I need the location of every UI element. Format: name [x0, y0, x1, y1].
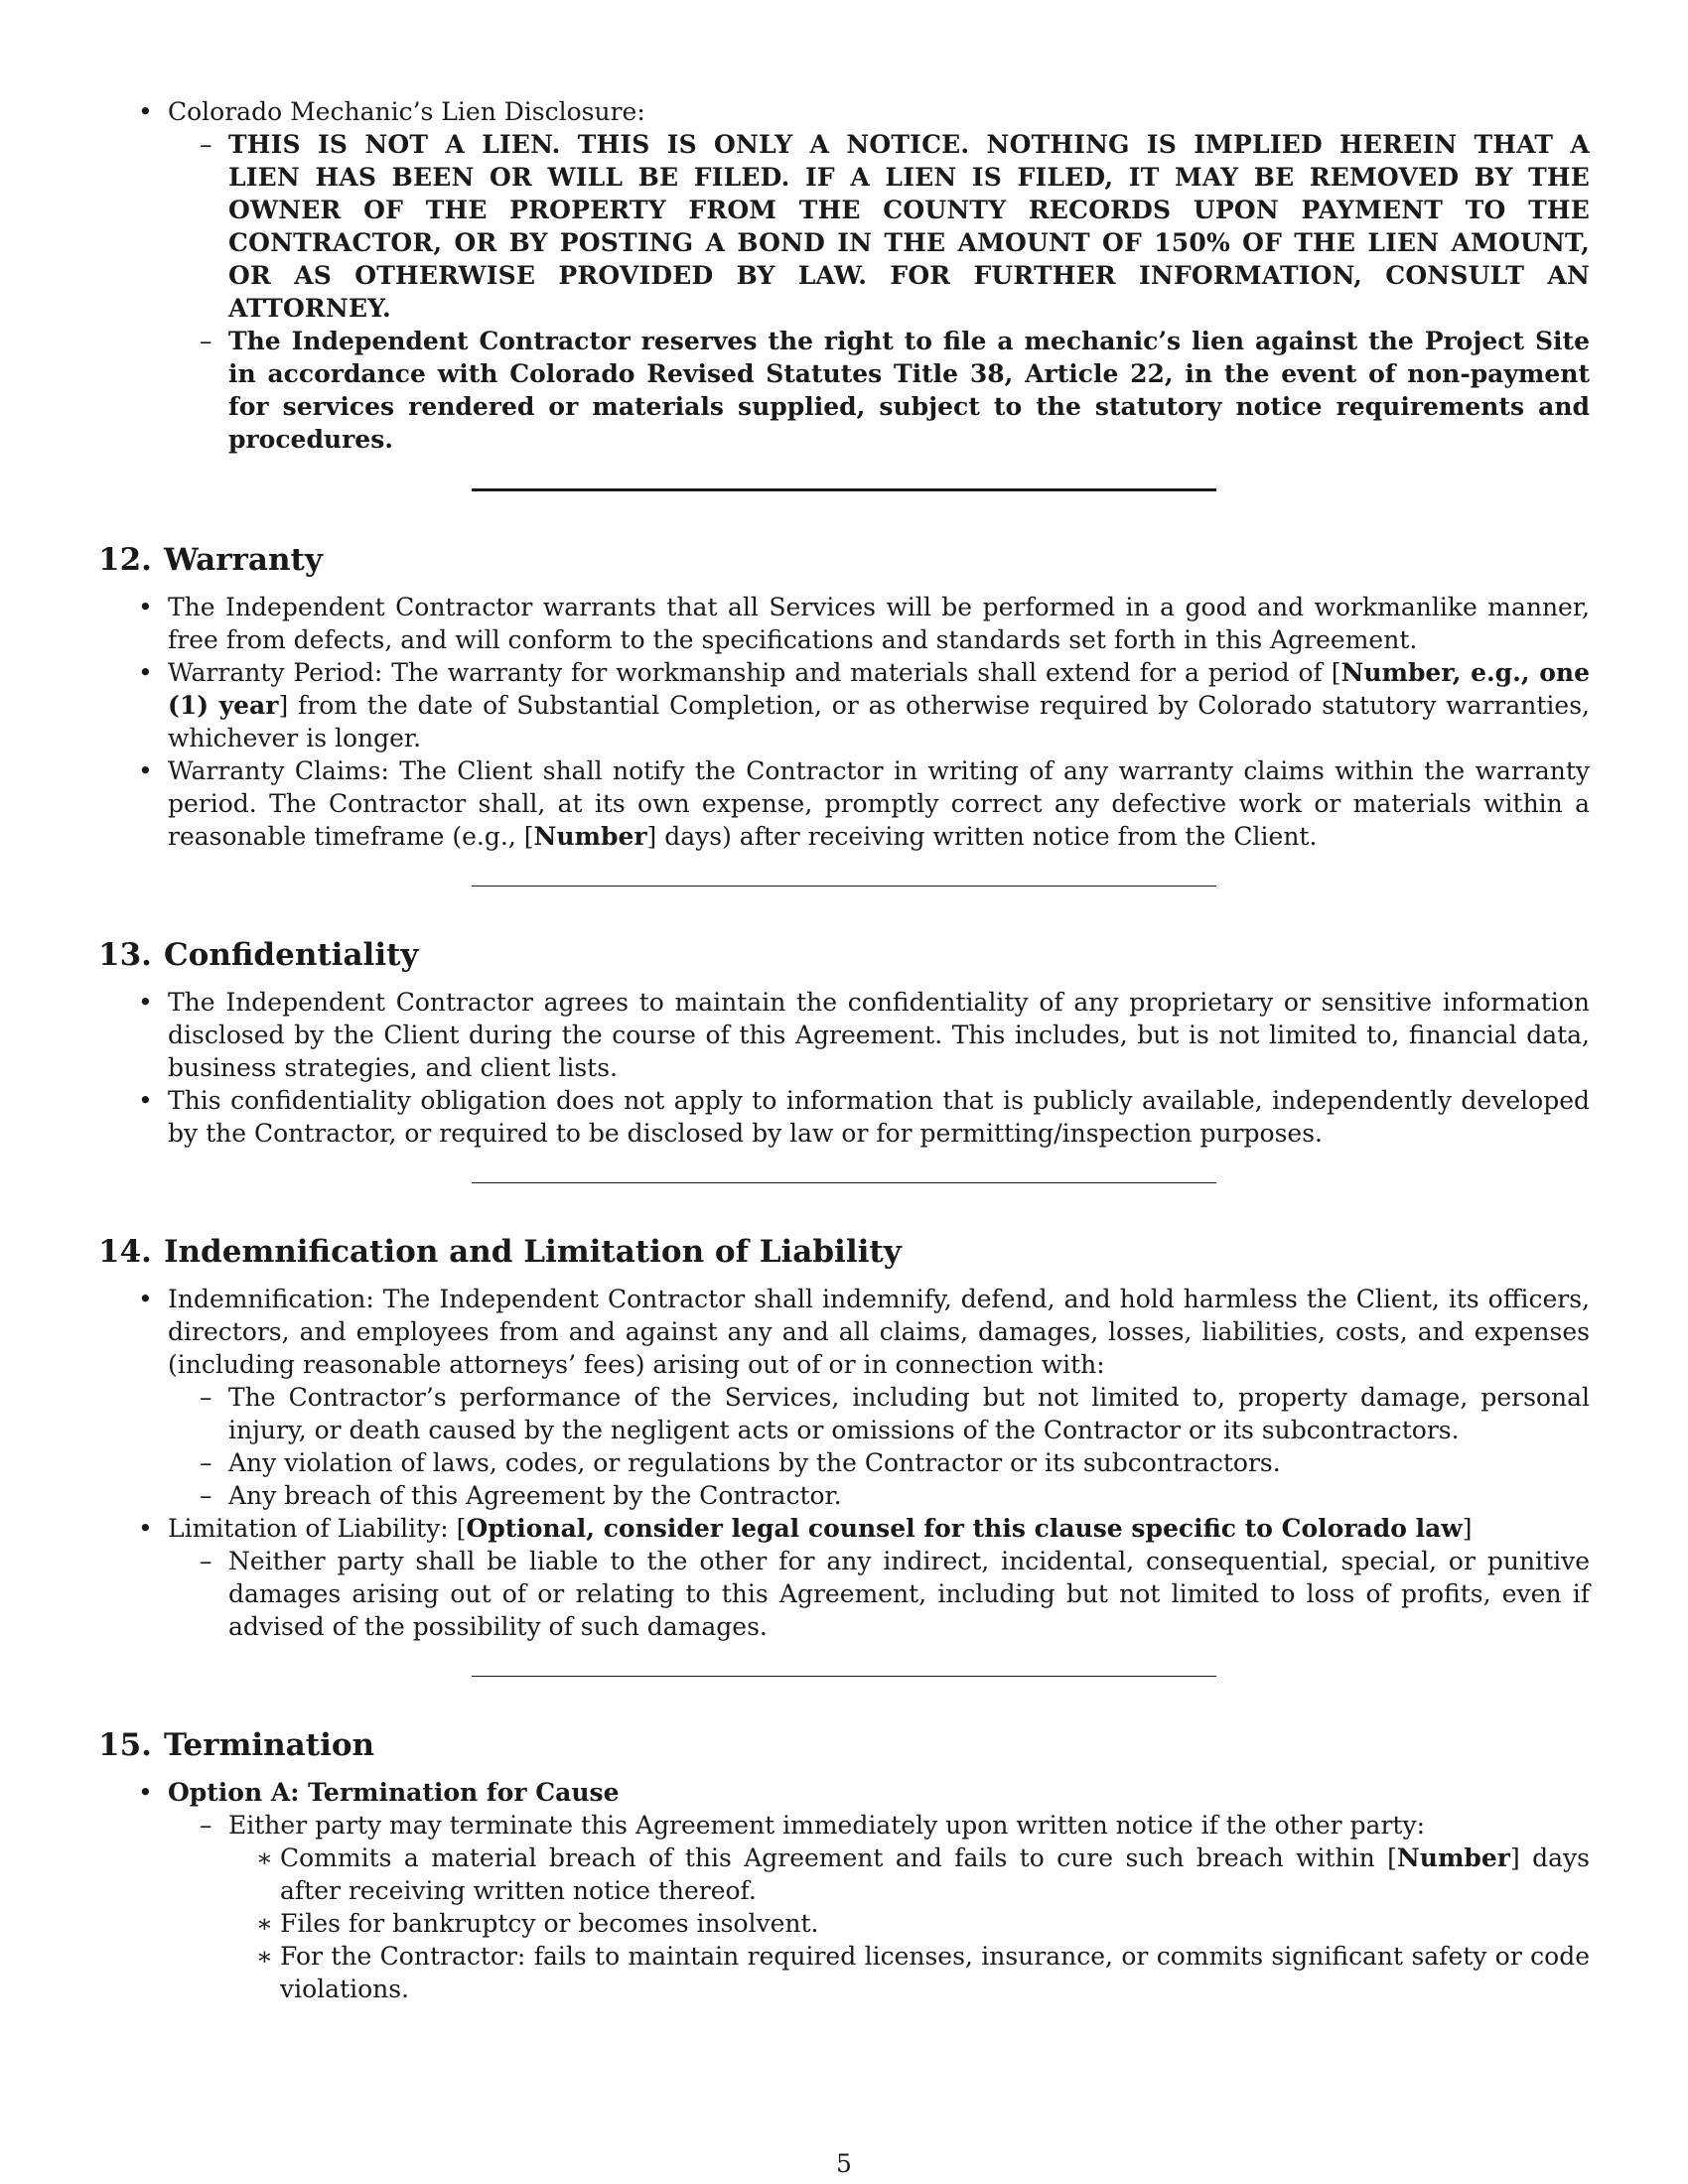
termination-conditions	[228, 1842, 1590, 2005]
termination-option-a: Option A: Termination for Cause	[168, 1778, 620, 1807]
dash-marker: –	[200, 1448, 212, 1477]
section-number: 13.	[98, 937, 152, 973]
bullet-marker: •	[138, 1514, 153, 1543]
indemnification-item-1: Indemnification: The Independent Contractor shall indemnify, defend, and hold harmless the Client, its officers, directors, and employees from and against any and all claims, damages, losses, liabilities, costs, and expenses (including reasonable attorneys’ fees) arising out of or in connection with:	[168, 1285, 1590, 1379]
dash-marker: –	[200, 130, 212, 159]
bullet-marker: •	[138, 658, 153, 687]
dash-marker: –	[200, 1383, 212, 1412]
indemnification-item-2	[168, 1512, 1590, 1545]
warranty-item-3	[168, 754, 1590, 853]
warranty-item-1: The Independent Contractor warrants that all Services will be performed in a good and workmanlike manner, free from defects, and will conform to the specifications and standards set forth in this Agreement.	[168, 593, 1590, 654]
list-item	[98, 656, 1590, 754]
warranty-item-2	[168, 656, 1590, 754]
list-item	[98, 95, 1590, 456]
termination-list	[98, 1776, 1590, 2005]
indemnification-sub-2: Any violation of laws, codes, or regulations by the Contractor or its subcontractors.	[228, 1448, 1281, 1477]
lien-list	[98, 95, 1590, 456]
termination-sub-1: Either party may terminate this Agreement immediately upon written notice if the other party:	[228, 1811, 1426, 1840]
lien-reservation: The Independent Contractor reserves the right to file a mechanic’s lien against the Project Site in accordance with Colorado Revised Statutes Title 38, Article 22, in the event of non-payment for services rendered or materials supplied, subject to the statutory notice requirements and procedures.	[228, 327, 1590, 454]
bullet-marker: •	[138, 1086, 153, 1115]
text-run: Warranty Claims: The Client shall notify the Contractor in writing of any warranty claims within the warranty period. The Contractor shall, at its own expense, promptly correct any defective work or materials within a reasonable timeframe (e.g., [	[168, 756, 1590, 851]
termination-sublist	[168, 1809, 1590, 2005]
termination-condition-1	[280, 1842, 1590, 1907]
section-heading-termination	[98, 1725, 1590, 1765]
section-number: 15.	[98, 1727, 152, 1763]
confidentiality-item-1: The Independent Contractor agrees to maintain the confidentiality of any proprietary or sensitive information disclosed by the Client during the course of this Agreement. This includes, but is not limited to, financial data, business strategies, and client lists.	[168, 988, 1590, 1082]
section-heading-indemnification	[98, 1232, 1590, 1272]
list-item	[98, 1283, 1590, 1512]
confidentiality-item-2: This confidentiality obligation does not apply to information that is publicly available, independently developed by the Contractor, or required to be disclosed by law or for permitting/inspection purposes.	[168, 1086, 1590, 1148]
bullet-marker: •	[138, 756, 153, 785]
placeholder-text: Number	[1396, 1843, 1510, 1872]
bullet-marker: •	[138, 1285, 153, 1313]
dash-marker: –	[200, 327, 212, 355]
indemnification-sub-3: Any breach of this Agreement by the Contractor.	[228, 1481, 842, 1510]
bullet-marker: •	[138, 593, 153, 621]
lien-sublist	[168, 128, 1590, 456]
text-run: ] from the date of Substantial Completion, or as otherwise required by Colorado statutory warranties, whichever is longer.	[168, 691, 1590, 752]
text-run: Limitation of Liability: [	[168, 1514, 467, 1543]
liability-sublist	[168, 1545, 1590, 1643]
lien-heading: Colorado Mechanic’s Lien Disclosure:	[168, 97, 645, 126]
list-item	[168, 1446, 1590, 1479]
text-run: ] days after receiving written notice thereof.	[280, 1843, 1591, 1905]
list-item	[98, 1084, 1590, 1150]
indemnification-sublist	[168, 1381, 1590, 1512]
dash-marker: –	[200, 1547, 212, 1575]
confidentiality-list	[98, 986, 1590, 1150]
list-item	[98, 591, 1590, 656]
section-title: Confidentiality	[164, 937, 419, 973]
lien-notice: THIS IS NOT A LIEN. THIS IS ONLY A NOTICE. NOTHING IS IMPLIED HEREIN THAT A LIEN HAS BEEN OR WILL BE FILED. IF A LIEN IS FILED, IT MAY BE REMOVED BY THE OWNER OF THE PROPERTY FROM THE COUNTY RECORDS UPON PAYMENT TO THE CONTRACTOR, OR BY POSTING A BOND IN THE AMOUNT OF 150% OF THE LIEN AMOUNT, OR AS OTHERWISE PROVIDED BY LAW. FOR FURTHER INFORMATION, CONSULT AN ATTORNEY.	[228, 130, 1590, 323]
section-heading-confidentiality	[98, 935, 1590, 975]
placeholder-text: Optional, consider legal counsel for this clause specific to Colorado law	[466, 1514, 1463, 1543]
document-page	[98, 95, 1590, 2005]
list-item	[168, 325, 1590, 456]
termination-condition-3: For the Contractor: fails to maintain required licenses, insurance, or commits significant safety or code violations.	[280, 1942, 1590, 2003]
text-run: ]	[1462, 1514, 1473, 1543]
list-item	[228, 1842, 1590, 1907]
text-run: Warranty Period: The warranty for workmanship and materials shall extend for a period of [	[168, 658, 1341, 687]
termination-condition-2: Files for bankruptcy or becomes insolvent.	[280, 1909, 819, 1938]
section-heading-warranty	[98, 540, 1590, 580]
list-item	[98, 986, 1590, 1084]
section-number: 14.	[98, 1234, 152, 1270]
list-item	[98, 1776, 1590, 2005]
liability-sub-1: Neither party shall be liable to the other for any indirect, incidental, consequential, special, or punitive damages arising out of or relating to this Agreement, including but not limited to loss of profits, even if advised of the possibility of such damages.	[228, 1547, 1590, 1641]
warranty-list	[98, 591, 1590, 853]
section-number: 12.	[98, 542, 152, 578]
list-item	[168, 128, 1590, 325]
bullet-marker: •	[138, 97, 153, 126]
dash-marker: –	[200, 1811, 212, 1840]
list-item	[228, 1907, 1590, 1940]
page-number: 5	[836, 2149, 852, 2178]
star-marker: ∗	[256, 1942, 273, 1971]
star-marker: ∗	[256, 1909, 273, 1938]
section-title: Warranty	[164, 542, 323, 578]
list-item	[168, 1381, 1590, 1446]
text-run: Commits a material breach of this Agreement and fails to cure such breach within [	[280, 1843, 1397, 1872]
indemnification-list	[98, 1283, 1590, 1643]
list-item	[98, 754, 1590, 853]
placeholder-text: Number, e.g., one (1) year	[168, 658, 1590, 720]
list-item	[168, 1809, 1590, 2005]
bullet-marker: •	[138, 988, 153, 1017]
indemnification-sub-1: The Contractor’s performance of the Services, including but not limited to, property damage, personal injury, or death caused by the negligent acts or omissions of the Contractor or its subcontractors.	[228, 1383, 1590, 1444]
section-title: Termination	[164, 1727, 375, 1763]
list-item	[168, 1545, 1590, 1643]
list-item	[168, 1479, 1590, 1512]
list-item	[98, 1512, 1590, 1643]
list-item	[228, 1940, 1590, 2005]
dash-marker: –	[200, 1481, 212, 1510]
section-title: Indemnification and Limitation of Liability	[164, 1234, 902, 1270]
star-marker: ∗	[256, 1843, 273, 1872]
text-run: ] days) after receiving written notice from the Client.	[646, 822, 1318, 851]
placeholder-text: Number	[533, 822, 647, 851]
bullet-marker: •	[138, 1778, 153, 1807]
